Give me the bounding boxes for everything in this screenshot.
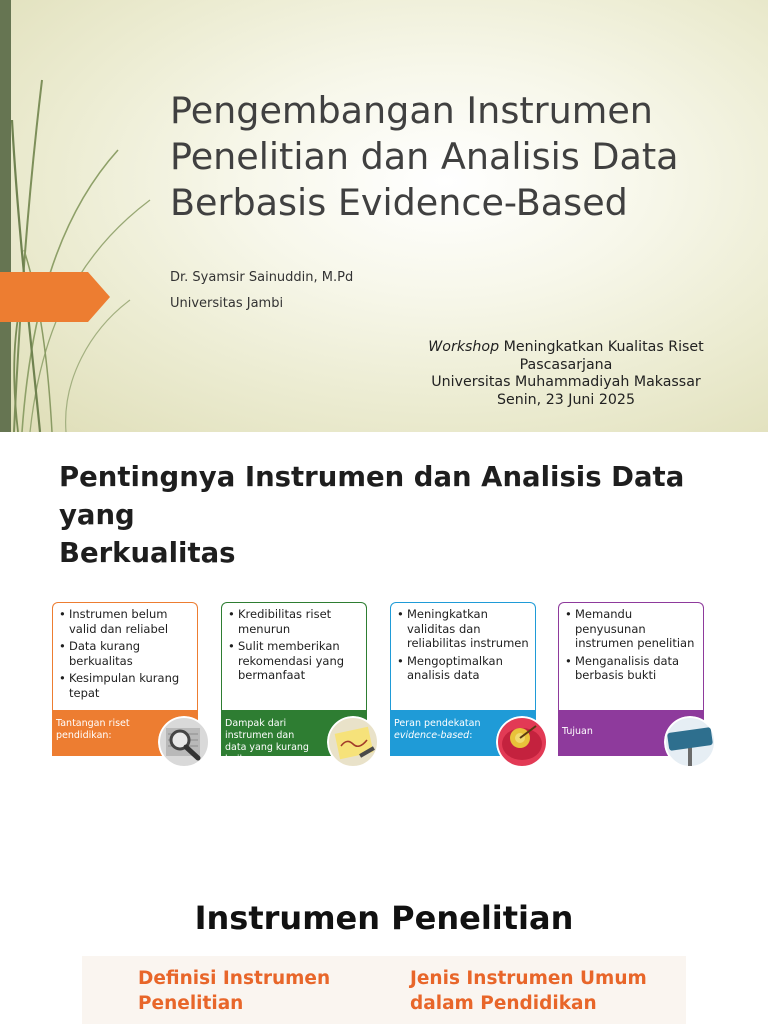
workshop-word: Workshop [428,339,500,355]
card-panel [390,602,536,712]
subheading-definition [138,966,330,1016]
card-panel [558,602,704,712]
author-affiliation: Universitas Jambi [170,296,284,311]
bullet-list [391,603,535,683]
author-name: Dr. Syamsir Sainuddin, M.Pd [170,270,354,285]
label-prefix: Peran pendekatan [394,718,481,729]
bullet-item: • Kesimpulan kurang tepat [59,671,193,700]
goal-sign-icon [664,716,716,768]
credibility-note-icon [327,716,379,768]
slide-title [59,458,739,572]
card-challenges [52,602,198,758]
bullet-item: • Memandu penyusunan instrumen penelitian [565,607,699,651]
label-emphasis: evidence-based [394,730,470,741]
magnifier-icon [158,716,210,768]
orange-arrow-tab [0,272,110,322]
title-line: Berbasis Evidence-Based [170,181,628,224]
slide-title [170,88,750,226]
label-suffix: : [469,730,473,741]
subheading-line: dalam Pendidikan [410,993,597,1014]
instrument-slide [0,864,768,1024]
bullet-item: • Instrumen belum valid dan reliabel [59,607,193,636]
bullet-item: • Sulit memberikan rekomendasi yang bermanfaat [228,639,362,683]
card-panel [52,602,198,712]
bullet-item: • Mengoptimalkan analisis data [397,654,531,683]
importance-slide [0,432,768,864]
event-line-3: Universitas Muhammadiyah Makassar [431,374,701,390]
subheading-types [410,966,647,1016]
title-line: Berkualitas [59,537,236,569]
slide-title: Instrumen Penelitian [194,899,574,937]
bullet-list [53,603,197,700]
card-label: Tujuan [558,710,704,756]
card-label: Dampak dari instrumen dan data yang kurang baik: [221,710,367,756]
bullet-list [222,603,366,683]
bullet-item: • Kredibilitas riset menurun [228,607,362,636]
event-line-2: Pascasarjana [519,356,613,373]
card-role [390,602,536,758]
grass-decoration [0,0,170,432]
event-info [386,339,746,409]
title-line: Penelitian dan Analisis Data [170,135,679,178]
bullet-item: • Meningkatkan validitas dan reliabilitas instrumen [397,607,531,651]
subheading-line: Jenis Instrumen Umum [410,968,647,989]
subheading-line: Penelitian [138,993,244,1014]
bullet-item: • Menganalisis data berbasis bukti [565,654,699,683]
card-label: Tantangan riset pendidikan: [52,710,198,756]
title-line: Pengembangan Instrumen [170,89,653,132]
bullet-item: • Data kurang berkualitas [59,639,193,668]
target-icon [496,716,548,768]
title-slide [0,0,768,432]
event-line-1 [386,339,746,357]
event-line-4: Senin, 23 Juni 2025 [497,391,635,408]
subheading-line: Definisi Instrumen [138,968,331,989]
card-impact [221,602,367,765]
title-line: Pentingnya Instrumen dan Analisis Data yang [59,461,685,531]
card-panel [221,602,367,712]
card-goal [558,602,704,758]
event-line-1-rest: Meningkatkan Kualitas Riset [499,339,704,355]
bullet-list [559,603,703,683]
